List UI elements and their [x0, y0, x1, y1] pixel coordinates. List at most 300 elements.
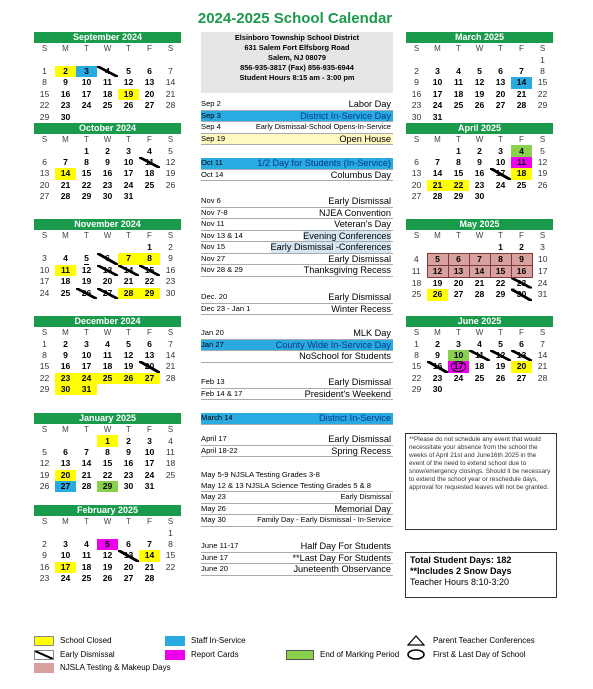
day-number: 5	[477, 65, 482, 76]
schedule-event	[201, 99, 393, 111]
day-number: 17	[60, 561, 71, 572]
event-date: May 5-9 NJSLA Testing Grades 3-8	[201, 470, 320, 479]
legend-label: Parent Teacher Conferences	[433, 636, 535, 645]
calendar-day	[448, 338, 469, 349]
calendar-day	[427, 66, 448, 77]
calendar-day	[406, 100, 427, 111]
week-row	[34, 527, 181, 538]
calendar-day	[97, 338, 118, 349]
day-number: 1	[540, 54, 545, 65]
calendar-day	[139, 573, 160, 584]
calendar-day	[511, 180, 532, 191]
calendar-day	[76, 89, 97, 100]
day-number: 16	[39, 561, 50, 572]
calendar-day	[448, 66, 469, 77]
week-row	[406, 350, 553, 361]
event-text: MLK Day	[353, 328, 391, 338]
day-number: 7	[435, 156, 440, 167]
week-row	[406, 157, 553, 168]
weekday-label: T	[126, 44, 131, 54]
schedule-event	[201, 219, 393, 231]
day-number: 27	[453, 289, 464, 300]
day-number: 30	[411, 111, 422, 122]
calendar-day	[55, 265, 76, 276]
day-number: 9	[477, 156, 482, 167]
calendar-day	[490, 289, 511, 300]
calendar-day	[160, 265, 181, 276]
calendar-day	[469, 100, 490, 111]
calendar-day	[490, 100, 511, 111]
weekday-label: W	[103, 231, 112, 241]
calendar-day	[427, 265, 448, 277]
day-number: 11	[102, 77, 113, 88]
calendar-day	[427, 361, 448, 372]
day-number: 27	[144, 372, 155, 383]
event-date: Sep 19	[201, 133, 226, 143]
day-number: 10	[453, 349, 464, 360]
day-number: 25	[165, 469, 176, 480]
day-number: 4	[519, 145, 524, 156]
calendar-day	[406, 66, 427, 77]
calendar-day	[469, 289, 490, 300]
calendar-day	[427, 54, 448, 65]
schedule-event	[201, 541, 393, 553]
weekday-label: T	[498, 231, 503, 241]
day-number: 16	[123, 458, 134, 469]
event-date: Dec 23 - Jan 1	[201, 303, 251, 313]
week-row	[406, 289, 553, 300]
event-text: Early Dismissal	[328, 196, 391, 206]
calendar-day	[139, 265, 160, 276]
calendar-day	[532, 253, 553, 265]
calendar-day	[490, 66, 511, 77]
week-row	[406, 253, 553, 265]
day-number: 18	[60, 276, 71, 287]
day-number: 7	[63, 156, 68, 167]
calendar-day	[406, 373, 427, 384]
day-number: 17	[451, 361, 467, 372]
calendar-day	[427, 145, 448, 156]
calendar-day	[55, 562, 76, 573]
day-number: 5	[126, 65, 131, 76]
weekday-label: S	[539, 231, 546, 241]
calendar-jan	[34, 413, 181, 492]
calendar-day	[448, 253, 469, 265]
calendar-day	[97, 66, 118, 77]
calendar-day	[34, 361, 55, 372]
calendar-day	[469, 191, 490, 202]
calendar-day	[55, 89, 76, 100]
calendar-day	[160, 527, 181, 538]
calendar-day	[139, 527, 160, 538]
calendar-day	[511, 289, 532, 300]
day-number: 6	[519, 338, 524, 349]
calendar-day	[469, 265, 490, 277]
schedule-block5	[201, 328, 393, 363]
day-number: 23	[432, 372, 443, 383]
calendar-day	[160, 361, 181, 372]
day-number: 28	[165, 372, 176, 383]
day-number: 18	[516, 168, 527, 179]
calendar-may	[406, 219, 553, 301]
event-text: Open House	[339, 133, 391, 144]
day-number: 2	[63, 338, 68, 349]
calendar-day	[55, 288, 76, 299]
calendar-day	[532, 100, 553, 111]
calendar-day	[469, 253, 490, 265]
calendar-day	[55, 573, 76, 584]
calendar-day	[76, 241, 97, 252]
calendar-day	[76, 77, 97, 88]
weekday-label: S	[41, 231, 48, 241]
event-text: Juneteenth Observance	[293, 564, 391, 574]
day-number: 10	[39, 264, 50, 275]
day-number: 1	[84, 145, 89, 156]
day-number: 29	[537, 100, 548, 111]
day-number: 10	[537, 253, 548, 264]
calendar-day	[511, 157, 532, 168]
day-number: 28	[474, 289, 485, 300]
legend	[0, 633, 593, 689]
legend-label: Early Dismissal	[60, 650, 115, 659]
calendar-day	[160, 54, 181, 65]
calendar-day	[406, 338, 427, 349]
legend-label: Staff In-Service	[191, 636, 246, 645]
day-number: 13	[495, 77, 506, 88]
calendar-day	[55, 470, 76, 481]
calendar-day	[160, 470, 181, 481]
calendar-day	[511, 384, 532, 395]
day-number: 9	[126, 446, 131, 457]
weekday-label: W	[103, 328, 112, 338]
weekday-label: T	[456, 135, 461, 145]
day-number: 3	[456, 338, 461, 349]
week-row	[34, 66, 181, 77]
calendar-day	[118, 361, 139, 372]
week-row	[34, 111, 181, 122]
day-number: 4	[84, 538, 89, 549]
day-number: 20	[123, 561, 134, 572]
day-number: 21	[165, 88, 176, 99]
day-number: 15	[453, 168, 464, 179]
event-text: Early Dismissal -Conferences	[270, 242, 391, 252]
calendar-day	[139, 241, 160, 252]
weekday-label: F	[147, 44, 152, 54]
day-number: 1	[147, 241, 152, 252]
event-date: Nov 7-8	[201, 207, 228, 217]
day-number: 10	[60, 550, 71, 561]
calendar-day	[532, 361, 553, 372]
calendar-day	[427, 277, 448, 289]
event-date: March 14	[201, 413, 233, 422]
schedule-event	[201, 134, 393, 146]
day-number: 27	[411, 191, 422, 202]
week-row	[34, 276, 181, 287]
legend-label: End of Marking Period	[320, 650, 400, 659]
day-number: 10	[144, 446, 155, 457]
event-date: Sep 3	[201, 110, 221, 120]
day-number: 4	[477, 338, 482, 349]
day-number: 31	[123, 191, 134, 202]
day-number: 3	[147, 435, 152, 446]
calendar-day	[427, 89, 448, 100]
day-number: 29	[453, 191, 464, 202]
day-number: 19	[39, 469, 50, 480]
day-number: 15	[39, 88, 50, 99]
day-number: 2	[414, 65, 419, 76]
day-number: 22	[39, 372, 50, 383]
calendar-day	[97, 54, 118, 65]
day-number: 1	[498, 241, 503, 252]
schedule-event	[201, 170, 393, 182]
calendar-day	[511, 241, 532, 253]
calendar-day	[76, 288, 97, 299]
calendar-day	[76, 550, 97, 561]
day-number: 6	[147, 65, 152, 76]
week-row	[34, 481, 181, 492]
calendar-day	[139, 550, 160, 561]
day-number: 9	[519, 253, 524, 264]
day-number: 15	[495, 265, 506, 276]
calendar-day	[469, 168, 490, 179]
day-number: 27	[102, 287, 113, 298]
calendar-day	[511, 66, 532, 77]
calendar-day	[55, 180, 76, 191]
day-number: 18	[102, 361, 113, 372]
calendar-day	[76, 384, 97, 395]
legend-label: Report Cards	[191, 650, 239, 659]
day-number: 14	[144, 550, 155, 561]
schedule-event	[201, 351, 393, 363]
calendar-day	[76, 168, 97, 179]
event-text: Early Dismissal	[328, 377, 391, 387]
calendar-day	[511, 277, 532, 289]
week-row	[34, 435, 181, 446]
calendar-day	[34, 373, 55, 384]
calendar-day	[97, 562, 118, 573]
calendar-day	[139, 54, 160, 65]
calendar-day	[97, 435, 118, 446]
weekday-label: F	[147, 328, 152, 338]
week-row	[34, 89, 181, 100]
day-number: 26	[495, 372, 506, 383]
calendar-day	[511, 77, 532, 88]
day-number: 4	[456, 65, 461, 76]
calendar-day	[97, 276, 118, 287]
calendar-day	[511, 168, 532, 179]
day-number: 17	[123, 168, 134, 179]
day-number: 29	[144, 287, 155, 298]
day-number: 29	[39, 384, 50, 395]
weekday-label: S	[413, 328, 420, 338]
weekday-label: T	[456, 44, 461, 54]
day-number: 12	[102, 550, 113, 561]
calendar-day	[97, 361, 118, 372]
legend-swatch-pink	[34, 663, 54, 673]
day-number: 17	[144, 458, 155, 469]
day-number: 29	[495, 289, 506, 300]
totals-box	[405, 552, 557, 598]
circle-icon	[407, 649, 425, 660]
schedule-block3	[201, 196, 393, 277]
event-date: June 17	[201, 552, 229, 562]
calendar-day	[448, 350, 469, 361]
calendar-day	[55, 241, 76, 252]
calendar-jun	[406, 316, 553, 395]
calendar-day	[55, 539, 76, 550]
week-row	[406, 277, 553, 289]
calendar-day	[406, 191, 427, 202]
event-date: Nov 13 & 14	[201, 230, 243, 240]
calendar-day	[76, 157, 97, 168]
day-number: 24	[123, 179, 134, 190]
calendar-day	[55, 66, 76, 77]
day-number: 14	[81, 458, 92, 469]
day-number: 19	[165, 168, 176, 179]
calendar-day	[139, 111, 160, 122]
calendar-day	[160, 168, 181, 179]
event-text: NJEA Convention	[318, 207, 391, 218]
day-number: 26	[165, 179, 176, 190]
school-address-line1: 631 Salem Fort Elfsborg Road	[244, 43, 350, 52]
weekday-label: T	[84, 135, 89, 145]
day-number: 5	[84, 252, 89, 263]
event-date: Sep 4	[201, 122, 221, 131]
calendar-day	[55, 447, 76, 458]
day-number: 26	[432, 289, 443, 300]
day-number: 21	[537, 361, 548, 372]
day-number: 9	[168, 253, 173, 264]
legend-swatch-green	[286, 650, 314, 660]
calendar-day	[490, 168, 511, 179]
day-number: 30	[432, 384, 443, 395]
day-number: 19	[123, 88, 134, 99]
day-number: 8	[84, 156, 89, 167]
day-number: 26	[123, 100, 134, 111]
calendar-day	[118, 276, 139, 287]
calendar-day	[97, 145, 118, 156]
schedule-event	[201, 254, 393, 266]
calendar-day	[118, 288, 139, 299]
weekday-label: S	[167, 328, 174, 338]
calendar-day	[55, 350, 76, 361]
calendar-day	[469, 145, 490, 156]
day-number: 2	[435, 338, 440, 349]
event-text: NoSchool for Students	[299, 351, 391, 361]
day-number: 17	[537, 265, 548, 276]
calendar-day	[490, 111, 511, 122]
calendar-day	[76, 361, 97, 372]
legend-swatch-magenta	[165, 650, 185, 660]
calendar-day	[406, 145, 427, 156]
weekday-label: S	[539, 44, 546, 54]
day-number: 8	[456, 156, 461, 167]
calendar-day	[469, 277, 490, 289]
week-row	[406, 145, 553, 156]
calendar-day	[34, 253, 55, 265]
event-date: Jan 20	[201, 328, 224, 337]
day-number: 25	[453, 100, 464, 111]
calendar-day	[34, 562, 55, 573]
calendar-day	[139, 253, 160, 265]
day-number: 19	[495, 361, 506, 372]
weekday-label: F	[519, 231, 524, 241]
weekday-label: W	[103, 425, 112, 435]
day-number: 16	[60, 361, 71, 372]
calendar-day	[76, 180, 97, 191]
calendar-day	[427, 338, 448, 349]
day-number: 20	[102, 276, 113, 287]
day-number: 5	[105, 538, 110, 549]
calendar-day	[139, 168, 160, 179]
calendar-day	[139, 100, 160, 111]
day-number: 27	[123, 573, 134, 584]
day-number: 25	[474, 372, 485, 383]
day-number: 19	[102, 561, 113, 572]
legend-report-cards	[165, 649, 239, 660]
day-number: 14	[165, 77, 176, 88]
calendar-day	[160, 338, 181, 349]
week-row	[406, 77, 553, 88]
weekday-label: M	[434, 231, 441, 241]
calendar-day	[118, 54, 139, 65]
day-number: 24	[60, 573, 71, 584]
week-row	[406, 191, 553, 202]
calendar-day	[160, 550, 181, 561]
day-number: 22	[144, 276, 155, 287]
day-number: 20	[495, 88, 506, 99]
weekday-label: W	[475, 44, 484, 54]
day-number: 14	[432, 168, 443, 179]
day-number: 13	[60, 458, 71, 469]
event-text: Early Dismissal-School Opens-In-Service	[255, 122, 391, 131]
week-row	[34, 191, 181, 202]
day-number: 28	[123, 287, 134, 298]
weekday-label: M	[434, 44, 441, 54]
calendar-day	[55, 458, 76, 469]
teacher-hours: Teacher Hours 8:10-3:20	[410, 577, 510, 587]
calendar-day	[34, 447, 55, 458]
event-text: Evening Conferences	[303, 230, 391, 241]
legend-school-closed	[34, 635, 112, 646]
day-number: 8	[414, 349, 419, 360]
calendar-day	[469, 350, 490, 361]
day-number: 16	[102, 168, 113, 179]
calendar-day	[55, 276, 76, 287]
school-name: Elsinboro Township School District	[234, 33, 360, 42]
calendar-oct	[34, 123, 181, 202]
weekday-label: M	[62, 517, 69, 527]
calendar-day	[532, 145, 553, 156]
day-number: 3	[63, 538, 68, 549]
schedule-block4	[201, 292, 393, 315]
calendar-day	[448, 373, 469, 384]
schedule-block2	[201, 158, 393, 181]
calendar-day	[427, 180, 448, 191]
calendar-day	[469, 89, 490, 100]
calendar-day	[448, 77, 469, 88]
calendar-day	[97, 373, 118, 384]
calendar-day	[160, 253, 181, 265]
calendar-day	[55, 550, 76, 561]
week-row	[34, 550, 181, 561]
calendar-day	[97, 447, 118, 458]
week-row	[406, 180, 553, 191]
day-number: 12	[495, 349, 506, 360]
calendar-day	[139, 435, 160, 446]
calendar-day	[160, 180, 181, 191]
week-row	[34, 338, 181, 349]
